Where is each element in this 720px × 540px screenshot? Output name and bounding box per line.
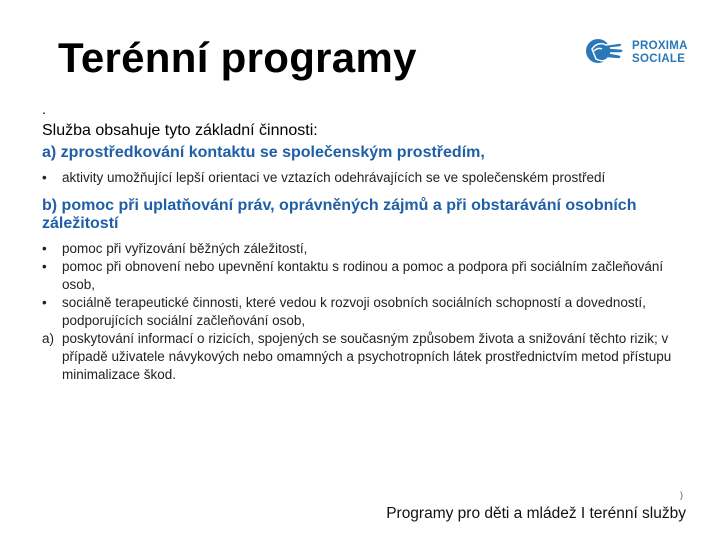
list-item: [42, 258, 692, 294]
list-item: [42, 240, 692, 258]
bullet-mark: •: [42, 170, 47, 185]
bullet-mark: a): [42, 331, 55, 346]
section-b-heading: b) pomoc při uplatňování práv, oprávněných zájmů a při obstarávání osobních záležitostí: [42, 197, 637, 232]
section-a-list: [42, 170, 692, 186]
slide-content: [42, 101, 692, 384]
proxima-sociale-logo: [584, 34, 694, 72]
bullet-text: pomoc při vyřizování běžných záležitostí,: [62, 241, 308, 256]
proxima-hand-logo-icon: [584, 33, 628, 74]
logo-line-1: PROXIMA: [632, 40, 688, 52]
bullet-text: aktivity umožňující lepší orientaci ve vztazích odehrávajících se ve společenském prostředí: [62, 170, 606, 185]
bullet-text: sociálně terapeutické činnosti, které vedou k rozvoji osobních sociálních schopností a dovedností, podporujících sociální začleňování osob,: [62, 295, 646, 328]
list-item: [42, 330, 692, 384]
logo-line-2: SOCIALE: [632, 53, 686, 65]
intro-text: Služba obsahuje tyto základní činnosti:: [42, 122, 318, 139]
stray-dot: .: [42, 101, 46, 117]
section-a-heading: a) zprostředkování kontaktu se společenským prostředím,: [42, 144, 485, 161]
page-number: ): [680, 490, 683, 500]
bullet-text: pomoc při obnovení nebo upevnění kontaktu s rodinou a pomoc a podpora při sociálním začleňování osob,: [62, 259, 664, 292]
list-item: [42, 294, 692, 330]
bullet-mark: •: [42, 259, 47, 274]
slide-title: Terénní programy: [58, 34, 417, 81]
bullet-text: poskytování informací o rizicích, spojených se současným způsobem života a snižování těchto rizik; v případě uživatele návykových nebo omamných a psychotropních látek prostřednictvím metod přístupu minimalizace škod.: [62, 331, 672, 382]
footer-text: Programy pro děti a mládež I terénní služby: [386, 505, 686, 522]
bullet-mark: •: [42, 241, 47, 256]
list-item: [42, 170, 692, 186]
bullet-mark: •: [42, 295, 47, 310]
section-b-list: [42, 240, 692, 384]
